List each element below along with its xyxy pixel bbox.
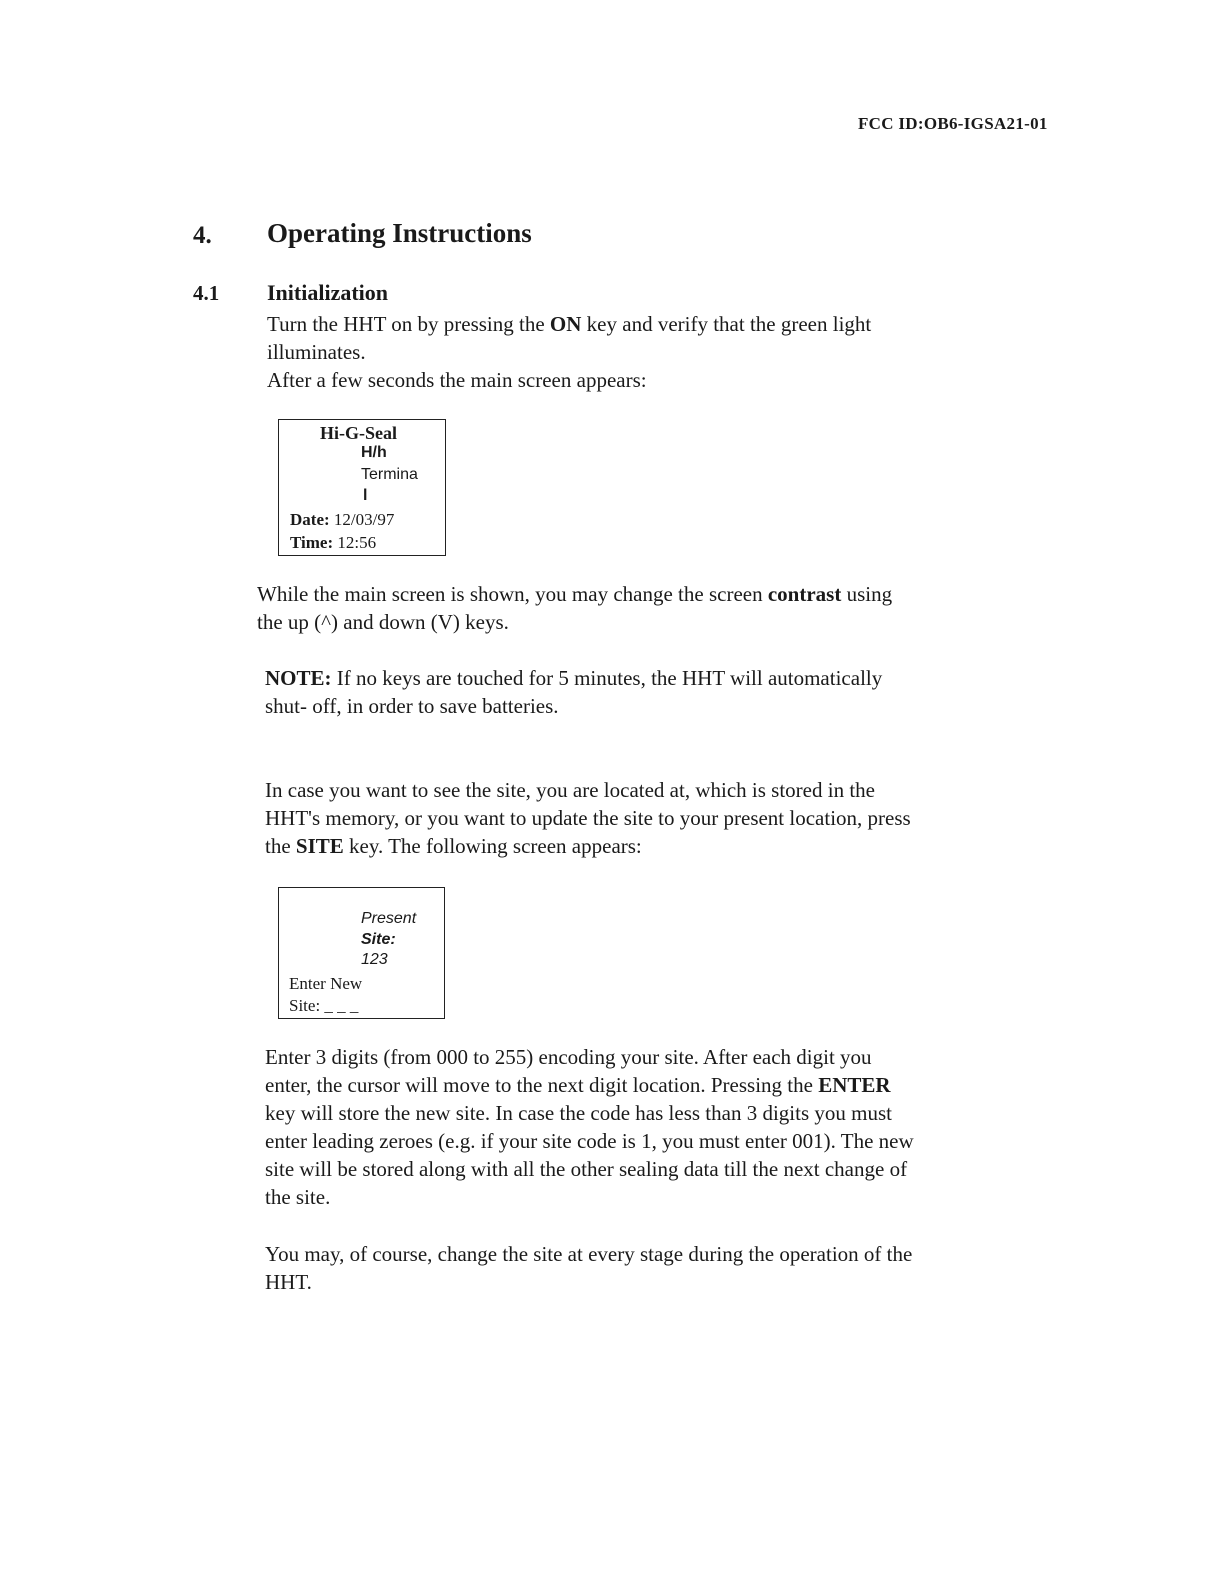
final-line-2: HHT. [265,1270,312,1294]
intro-line-1: Turn the HHT on by pressing the ON key and verify that the green light [267,312,872,336]
final-line-1: You may, of course, change the site at every stage during the operation of the [265,1242,913,1266]
main-screen-hh: H/h [361,444,387,461]
site-screen-prompt: Site: _ _ _ [289,996,359,1015]
section-number: 4. [193,222,212,249]
enter-line-3: key will store the new site. In case the code has less than 3 digits you must [265,1101,892,1125]
note-line-1: NOTE: If no keys are touched for 5 minutes, the HHT will automatically [265,666,883,690]
enter-paragraph [265,1043,1025,1211]
subsection-number: 4.1 [193,281,220,305]
intro-paragraph [267,310,987,394]
site-screen-display [278,887,445,1019]
site-screen-enter-new: Enter New [289,974,363,993]
site-paragraph [265,776,1025,860]
enter-key-label: ENTER [818,1073,891,1097]
contrast-paragraph [257,580,997,636]
main-screen-date: Date: 12/03/97 [290,510,395,529]
note-label: NOTE: [265,666,332,690]
fcc-id-header: FCC ID:OB6-IGSA21-01 [858,114,1048,133]
site-screen-site-label: Site: [361,931,396,948]
on-key-label: ON [549,312,582,336]
section-title: Operating Instructions [267,218,532,248]
contrast-line-1: While the main screen is shown, you may change the screen contrast using [257,582,893,606]
main-screen-title: Hi-G-Seal [320,423,397,443]
main-screen-termina: Termina [361,466,418,483]
enter-line-4: enter leading zeroes (e.g. if your site code is 1, you must enter 001). The new [265,1129,914,1153]
site-screen-present: Present [361,910,417,927]
site-key-label: SITE [295,834,344,858]
enter-line-2: enter, the cursor will move to the next digit location. Pressing the ENTER [265,1073,891,1097]
subsection-title: Initialization [267,280,389,305]
site-line-1: In case you want to see the site, you are located at, which is stored in the [265,778,875,802]
site-screen-value: 123 [361,951,388,968]
main-screen-l: l [363,487,368,504]
enter-line-5: site will be stored along with all the other sealing data till the next change of [265,1157,908,1181]
intro-line-2: illuminates. [267,340,366,364]
main-screen-time: Time: 12:56 [290,533,377,552]
site-line-3: the SITE key. The following screen appears: [265,834,642,858]
site-line-2: HHT's memory, or you want to update the site to your present location, press [265,806,911,830]
note-paragraph [265,664,1005,720]
note-line-2: shut- off, in order to save batteries. [265,694,559,718]
intro-line-3: After a few seconds the main screen appears: [267,368,647,392]
contrast-line-2: the up (^) and down (V) keys. [257,610,509,634]
contrast-keyword: contrast [767,582,842,606]
enter-line-6: the site. [265,1185,331,1209]
final-paragraph [265,1240,1025,1296]
enter-line-1: Enter 3 digits (from 000 to 255) encoding your site. After each digit you [265,1045,872,1069]
main-screen-display [278,419,446,556]
